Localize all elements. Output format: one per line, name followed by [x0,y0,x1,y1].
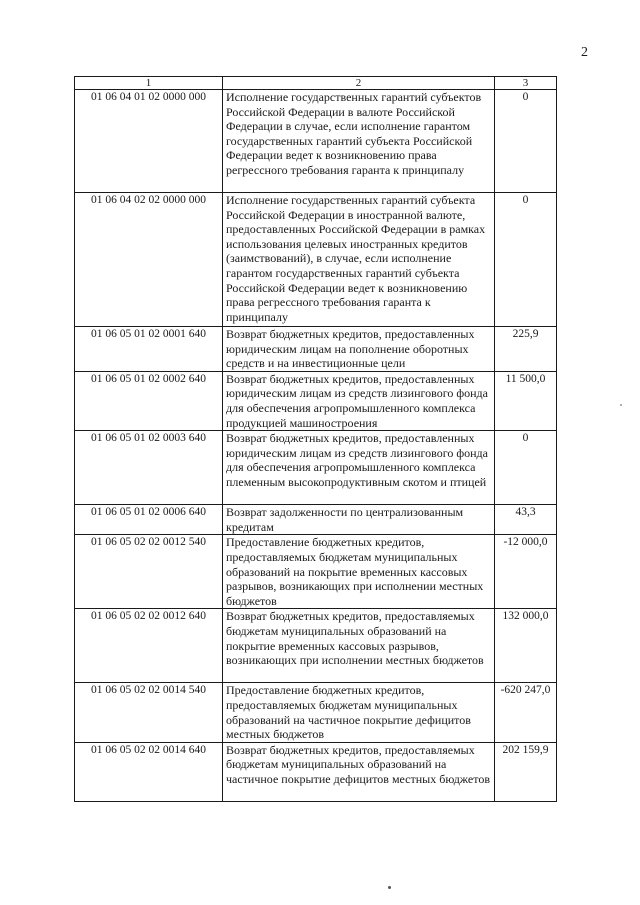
table-row [75,371,557,430]
table-row [75,505,557,535]
column-header-code: 1 [75,77,223,90]
row-amount: 0 [495,431,557,505]
table-row [75,609,557,683]
scan-speck [388,886,391,889]
page-number: 2 [581,45,588,60]
row-amount: 43,3 [495,505,557,535]
budget-sources-table [74,76,557,802]
row-code: 01 06 05 02 02 0014 640 [75,742,223,801]
row-amount: 0 [495,193,557,327]
row-code: 01 06 05 02 02 0012 640 [75,609,223,683]
row-code: 01 06 04 01 02 0000 000 [75,90,223,193]
row-code: 01 06 05 01 02 0002 640 [75,371,223,430]
row-description: Возврат задолженности по централизованным кредитам [223,505,495,535]
row-description: Предоставление бюджетных кредитов, предоставляемых бюджетам муниципальных образований на покрытие временных кассовых разрывов, возникающих при исполнении местных бюджетов [223,535,495,609]
table-row [75,683,557,742]
row-description: Возврат бюджетных кредитов, предоставленных юридическим лицам из средств лизингового фонда для обеспечения агропромышленного комплекса продукцией машиностроения [223,371,495,430]
table-row [75,327,557,372]
row-code: 01 06 04 02 02 0000 000 [75,193,223,327]
row-description: Предоставление бюджетных кредитов, предоставляемых бюджетам муниципальных образований на частичное покрытие дефицитов местных бюджетов [223,683,495,742]
row-code: 01 06 05 01 02 0001 640 [75,327,223,372]
row-description: Исполнение государственных гарантий субъекта Российской Федерации в иностранной валюте, предоставленных Российской Федерации в рамках использования целевых иностранных кредитов (заимствований), в случае, если исполнение гарантом государственных гарантий субъекта Российской Федерации ведет к возникновению права регрессного требования гаранта к принципалу [223,193,495,327]
row-description: Возврат бюджетных кредитов, предоставляемых бюджетам муниципальных образований на частичное покрытие дефицитов местных бюджетов [223,742,495,801]
column-header-description: 2 [223,77,495,90]
table-row [75,742,557,801]
row-code: 01 06 05 02 02 0014 540 [75,683,223,742]
row-amount: -620 247,0 [495,683,557,742]
row-amount: 0 [495,90,557,193]
row-description: Исполнение государственных гарантий субъектов Российской Федерации в валюте Российской Федерации в случае, если исполнение гарантом государственных гарантий субъекта Российской Федерации ведет к возникновению права регрессного требования гаранта к принципалу [223,90,495,193]
row-amount: 11 500,0 [495,371,557,430]
table-header-row [75,77,557,90]
column-header-amount: 3 [495,77,557,90]
row-code: 01 06 05 01 02 0003 640 [75,431,223,505]
table-row [75,193,557,327]
row-description: Возврат бюджетных кредитов, предоставленных юридическим лицам из средств лизингового фонда для обеспечения агропромышленного комплекса племенным высокопродуктивным скотом и птицей [223,431,495,505]
table-row [75,90,557,193]
row-code: 01 06 05 01 02 0006 640 [75,505,223,535]
row-amount: 132 000,0 [495,609,557,683]
table-row [75,431,557,505]
row-code: 01 06 05 02 02 0012 540 [75,535,223,609]
row-amount: 225,9 [495,327,557,372]
row-description: Возврат бюджетных кредитов, предоставляемых бюджетам муниципальных образований на покрытие временных кассовых разрывов, возникающих при исполнении местных бюджетов [223,609,495,683]
table-row [75,535,557,609]
scan-speck [620,404,622,406]
row-description: Возврат бюджетных кредитов, предоставленных юридическим лицам на пополнение оборотных средств и на инвестиционные цели [223,327,495,372]
row-amount: -12 000,0 [495,535,557,609]
row-amount: 202 159,9 [495,742,557,801]
